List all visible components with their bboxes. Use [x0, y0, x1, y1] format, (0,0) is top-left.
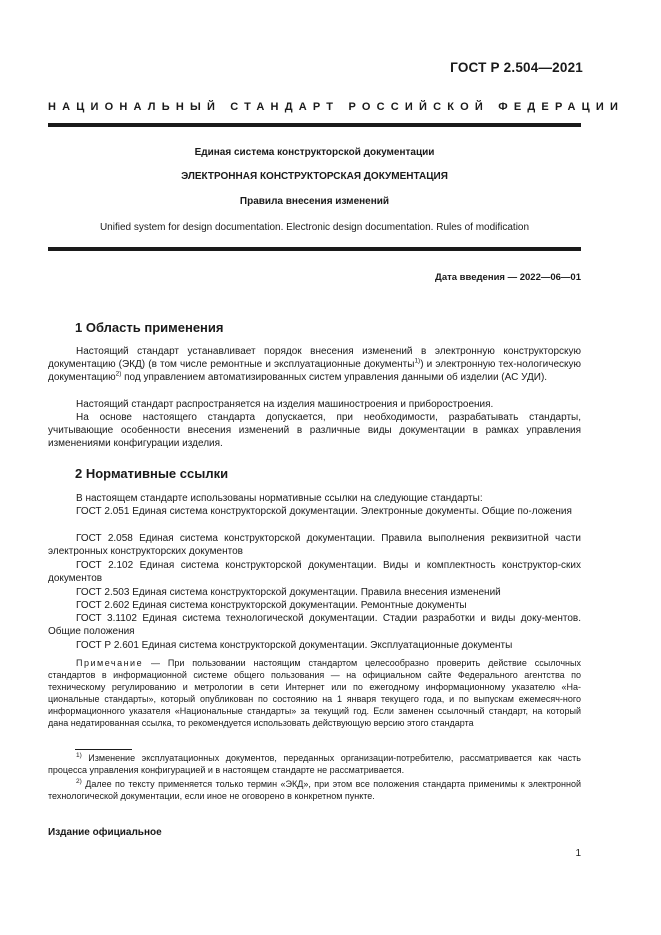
section-1-paragraph-1: Настоящий стандарт устанавливает порядок внесения изменений в электронную конструкторскую документацию (ЭКД) (в том числе ремонтные и эксплуатационные документы$^{1)}$) и электронную тех-нологическую документацию$^{2)}$ под управлением автоматизированных систем управления данными об изделии (АС УДИ). — [48, 346, 581, 384]
official-edition-label: Издание официальное — [48, 827, 162, 838]
section-2-heading: 2 Нормативные ссылки — [75, 466, 229, 481]
footnote-ref-1: 1) — [414, 357, 421, 365]
note-block: Примечание — При пользовании настоящим стандартом целесообразно проверить действие ссылочных стандартов в информационной системе общего пользования — на официальном сайте Федерального агентства по техническому регулированию и метрологии в сети Интернет или по ежегодному информационному указателю «На-циональные стандарты», который опубликован по состоянию на 1 января текущего года, и по выпускам ежемесяч-ного информационного указателя «Национальные стандарты» за текущий год. Если заменен ссылочный стандарт, на который дана недатированная ссылка, то рекомендуется использовать действующую версию этого стандарта — [48, 658, 581, 728]
document-code: ГОСТ Р 2.504—2021 — [450, 60, 583, 75]
reference-item: ГОСТ Р 2.601 Единая система конструкторской документации. Эксплуатационные документы — [76, 640, 513, 651]
reference-item: ГОСТ 3.1102 Единая система технологической документации. Стадии разработки и виды доку-ментов. Общие положения — [48, 613, 581, 638]
section-1-paragraph-2: Настоящий стандарт распространяется на изделия машиностроения и приборостроения. — [76, 399, 494, 410]
footnote-separator — [75, 749, 132, 750]
section-2-intro: В настоящем стандарте использованы нормативные ссылки на следующие стандарты: — [76, 493, 483, 504]
note-label: Примечание — [76, 658, 144, 668]
national-standard-banner: НАЦИОНАЛЬНЫЙ СТАНДАРТ РОССИЙСКОЙ ФЕДЕРАЦИИ — [48, 101, 625, 113]
page-number: 1 — [575, 848, 581, 859]
reference-item: ГОСТ 2.102 Единая система конструкторской документации. Виды и комплектность конструктор-ских документов — [48, 560, 581, 585]
reference-item: ГОСТ 2.051 Единая система конструкторской документации. Электронные документы. Общие по-ложения — [76, 506, 572, 517]
top-rule — [48, 123, 581, 127]
title-system: Единая система конструкторской документации — [194, 147, 435, 158]
footnote-ref-2: 2) — [115, 371, 122, 379]
reference-item: ГОСТ 2.058 Единая система конструкторской документации. Правила выполнения реквизитной части электронных конструкторских документов — [48, 533, 581, 558]
section-1-heading: 1 Область применения — [75, 320, 224, 335]
title-english: Unified system for design documentation. Electronic design documentation. Rules of modification — [99, 222, 530, 233]
reference-item: ГОСТ 2.602 Единая система конструкторской документации. Ремонтные документы — [76, 600, 467, 611]
footnote-1: $^{1)}$ Изменение эксплуатационных документов, переданных организации-потребителю, рассматривается как часть процесса управления конфигурацией и в настоящем стандарте не рассматривается. — [48, 752, 581, 775]
introduction-date: Дата введения — 2022—06—01 — [435, 272, 581, 283]
footnote-2: $^{2)}$ Далее по тексту применяется только термин «ЭКД», при этом все положения стандарта применимы к электронной технологической документации, если иное не оговорено в конкретном пункте. — [48, 778, 581, 801]
title-sub: Правила внесения изменений — [239, 196, 390, 207]
title-bottom-rule — [48, 247, 581, 251]
section-1-paragraph-3: На основе настоящего стандарта допускается, при необходимости, разрабатывать стандарты, учитывающие особенности внесения изменений в различные виды документации в рамках управления изменениями конфигурации изделия. — [48, 412, 581, 450]
title-main: ЭЛЕКТРОННАЯ КОНСТРУКТОРСКАЯ ДОКУМЕНТАЦИЯ — [181, 171, 448, 182]
reference-item: ГОСТ 2.503 Единая система конструкторской документации. Правила внесения изменений — [76, 587, 501, 598]
